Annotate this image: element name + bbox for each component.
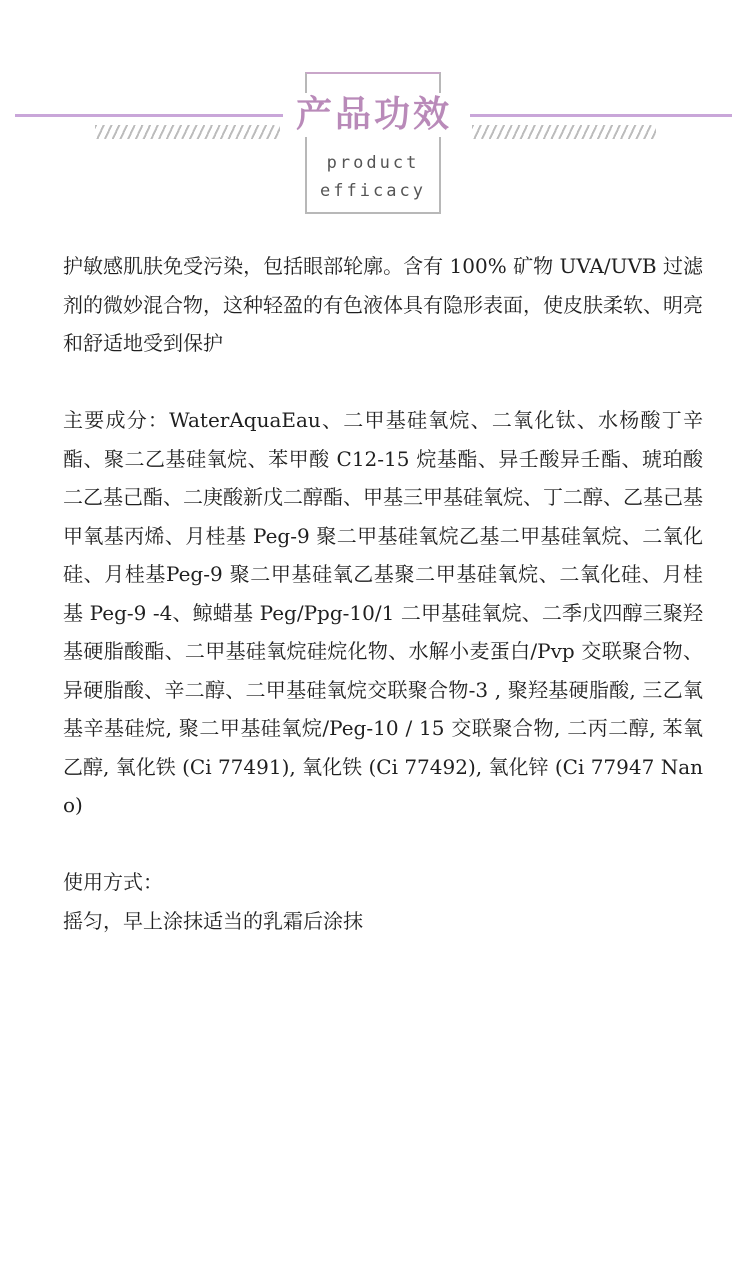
usage-text: 摇匀，早上涂抹适当的乳霜后涂抹 <box>63 908 363 933</box>
hatch-decoration-left <box>95 125 280 139</box>
spacer <box>63 825 703 864</box>
section-header <box>0 0 750 230</box>
section-subtitle-line2: efficacy <box>320 181 426 201</box>
section-subtitle-line1: product <box>326 153 420 173</box>
section-title: 产品功效 <box>283 93 465 137</box>
product-description: 护敏感肌肤免受污染，包括眼部轮廓。含有 100% 矿物 UVA/UVB 过滤剂的微妙混合物，这种轻盈的有色液体具有隐形表面，使皮肤柔软、明亮和舒适地受到保护 <box>63 254 703 355</box>
usage-heading: 使用方式： <box>63 870 163 894</box>
product-info <box>63 247 703 940</box>
hatch-decoration-right <box>472 125 656 139</box>
ingredients-list: 主要成分：WaterAquaEau、二甲基硅氧烷、二氧化钛、水杨酸丁辛酯、聚二乙基硅氧烷、苯甲酸 C12-15 烷基酯、异壬酸异壬酯、琥珀酸二乙基己酯、二庚酸新戊二醇酯、甲基三甲基硅氧烷、丁二醇、乙基己基甲氧基丙烯、月桂基 Peg-9 聚二甲基硅氧烷乙基二甲基硅氧烷、二氧化硅、月桂基Peg-9 聚二甲基硅氧乙基聚二甲基硅氧烷、二氧化硅、月桂基 Peg-9 -4、鲸蜡基 Peg/Ppg-10/1 二甲基硅氧烷、二季戊四醇三聚羟基硬脂酸酯、二甲基硅氧烷硅烷化物、水解小麦蛋白/Pvp 交联聚合物、异硬脂酸、辛二醇、二甲基硅氧烷交联聚合物-3 , 聚羟基硬脂酸, 三乙氧基辛基硅烷, 聚二甲基硅氧烷/Peg-10 / 15 交联聚合物, 二丙二醇, 苯氧乙醇, 氧化铁 (Ci 77491), 氧化铁 (Ci 77492), 氧化锌 (Ci 77947 Nano) <box>63 408 703 817</box>
spacer <box>63 363 703 402</box>
decorative-line-left <box>15 114 285 117</box>
decorative-line-right <box>470 114 732 117</box>
